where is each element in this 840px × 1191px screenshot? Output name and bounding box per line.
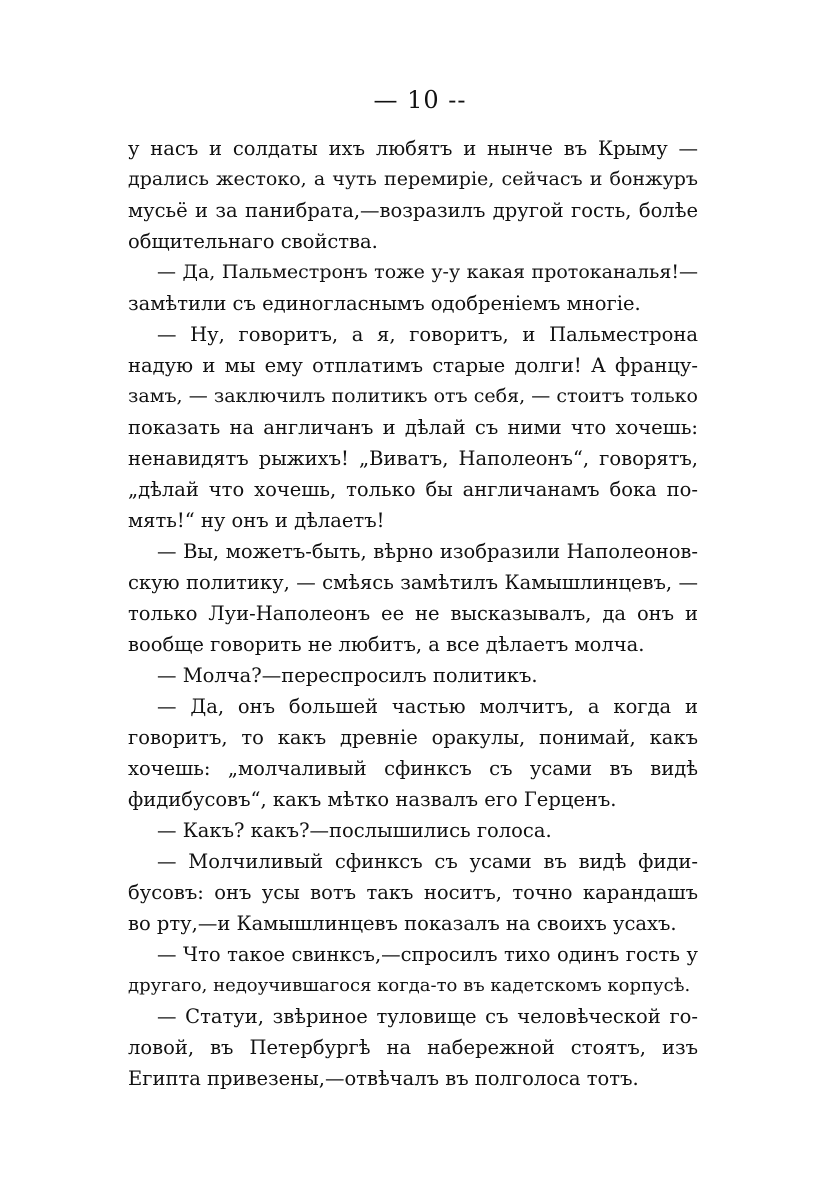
- body-text: [128, 133, 698, 1094]
- text-line: „дѣлай что хочешь, только бы англичанамъ бока по-: [128, 478, 698, 501]
- text-line: — Какъ? какъ?—послышились голоса.: [157, 819, 552, 842]
- text-line: общительнаго свойства.: [128, 230, 378, 253]
- text-line: — Ну, говоритъ, а я, говоритъ, и Пальместрона: [157, 323, 698, 346]
- text-line: только Луи-Наполеонъ ее не высказывалъ, да онъ и: [128, 602, 698, 625]
- text-line: дрались жестоко, а чуть перемиріе, сейчасъ и бонжуръ: [128, 168, 698, 190]
- text-line: — Да, онъ большей частью молчитъ, а когда и: [157, 695, 698, 718]
- text-line: — Вы, можетъ-быть, вѣрно изобразили Наполеонов-: [157, 540, 698, 563]
- text-line: говоритъ, то какъ древніе оракулы, понимай, какъ: [128, 726, 698, 749]
- text-line: замъ, — заключилъ политикъ отъ себя, — стоитъ только: [128, 385, 698, 407]
- text-line: ненавидятъ рыжихъ! „Виватъ, Наполеонъ“, говорятъ,: [128, 447, 698, 470]
- text-line: во рту,—и Камышлинцевъ показалъ на своихъ усахъ.: [128, 912, 677, 935]
- text-line: скую политику, — смѣясь замѣтилъ Камышлинцевъ, —: [128, 571, 698, 594]
- text-line: показать на англичанъ и дѣлай съ ними что хочешь:: [128, 416, 698, 439]
- text-line: другаго, недоучившагося когда-то въ кадетскомъ корпусѣ.: [128, 975, 691, 996]
- text-line: — Да, Пальместронъ тоже у-у какая протоканалья!—: [157, 261, 698, 283]
- text-line: фидибусовъ“, какъ мѣтко назвалъ его Герценъ.: [128, 788, 617, 811]
- text-line: у насъ и солдаты ихъ любятъ и нынче въ Крыму —: [128, 137, 698, 160]
- text-line: — Молча?—переспросилъ политикъ.: [157, 664, 538, 687]
- text-line: — Статуи, звѣриное туловище съ человѣческой го-: [157, 1005, 698, 1028]
- text-line: бусовъ: онъ усы вотъ такъ носитъ, точно карандашъ: [128, 881, 698, 904]
- text-line: надую и мы ему отплатимъ старые долги! А францу-: [128, 354, 698, 377]
- text-line: — Молчиливый сфинксъ съ усами въ видѣ фиди-: [157, 850, 698, 873]
- text-line: вообще говорить не любитъ, а все дѣлаетъ молча.: [128, 633, 645, 656]
- text-line: Египта привезены,—отвѣчалъ въ полголоса тотъ.: [128, 1067, 639, 1090]
- text-line: мусьё и за панибрата,—возразилъ другой гость, болѣе: [128, 199, 698, 222]
- text-line: — Что такое свинксъ,—спросилъ тихо одинъ гость у: [157, 943, 698, 966]
- text-line: замѣтили съ единогласнымъ одобреніемъ многіе.: [128, 292, 641, 315]
- text-line: мять!“ ну онъ и дѣлаетъ!: [128, 509, 385, 532]
- text-line: ловой, въ Петербургѣ на набережной стоятъ, изъ: [128, 1036, 698, 1059]
- page-number: — 10 --: [373, 86, 467, 114]
- text-line: хочешь: „молчаливый сфинксъ съ усами въ видѣ: [128, 757, 698, 780]
